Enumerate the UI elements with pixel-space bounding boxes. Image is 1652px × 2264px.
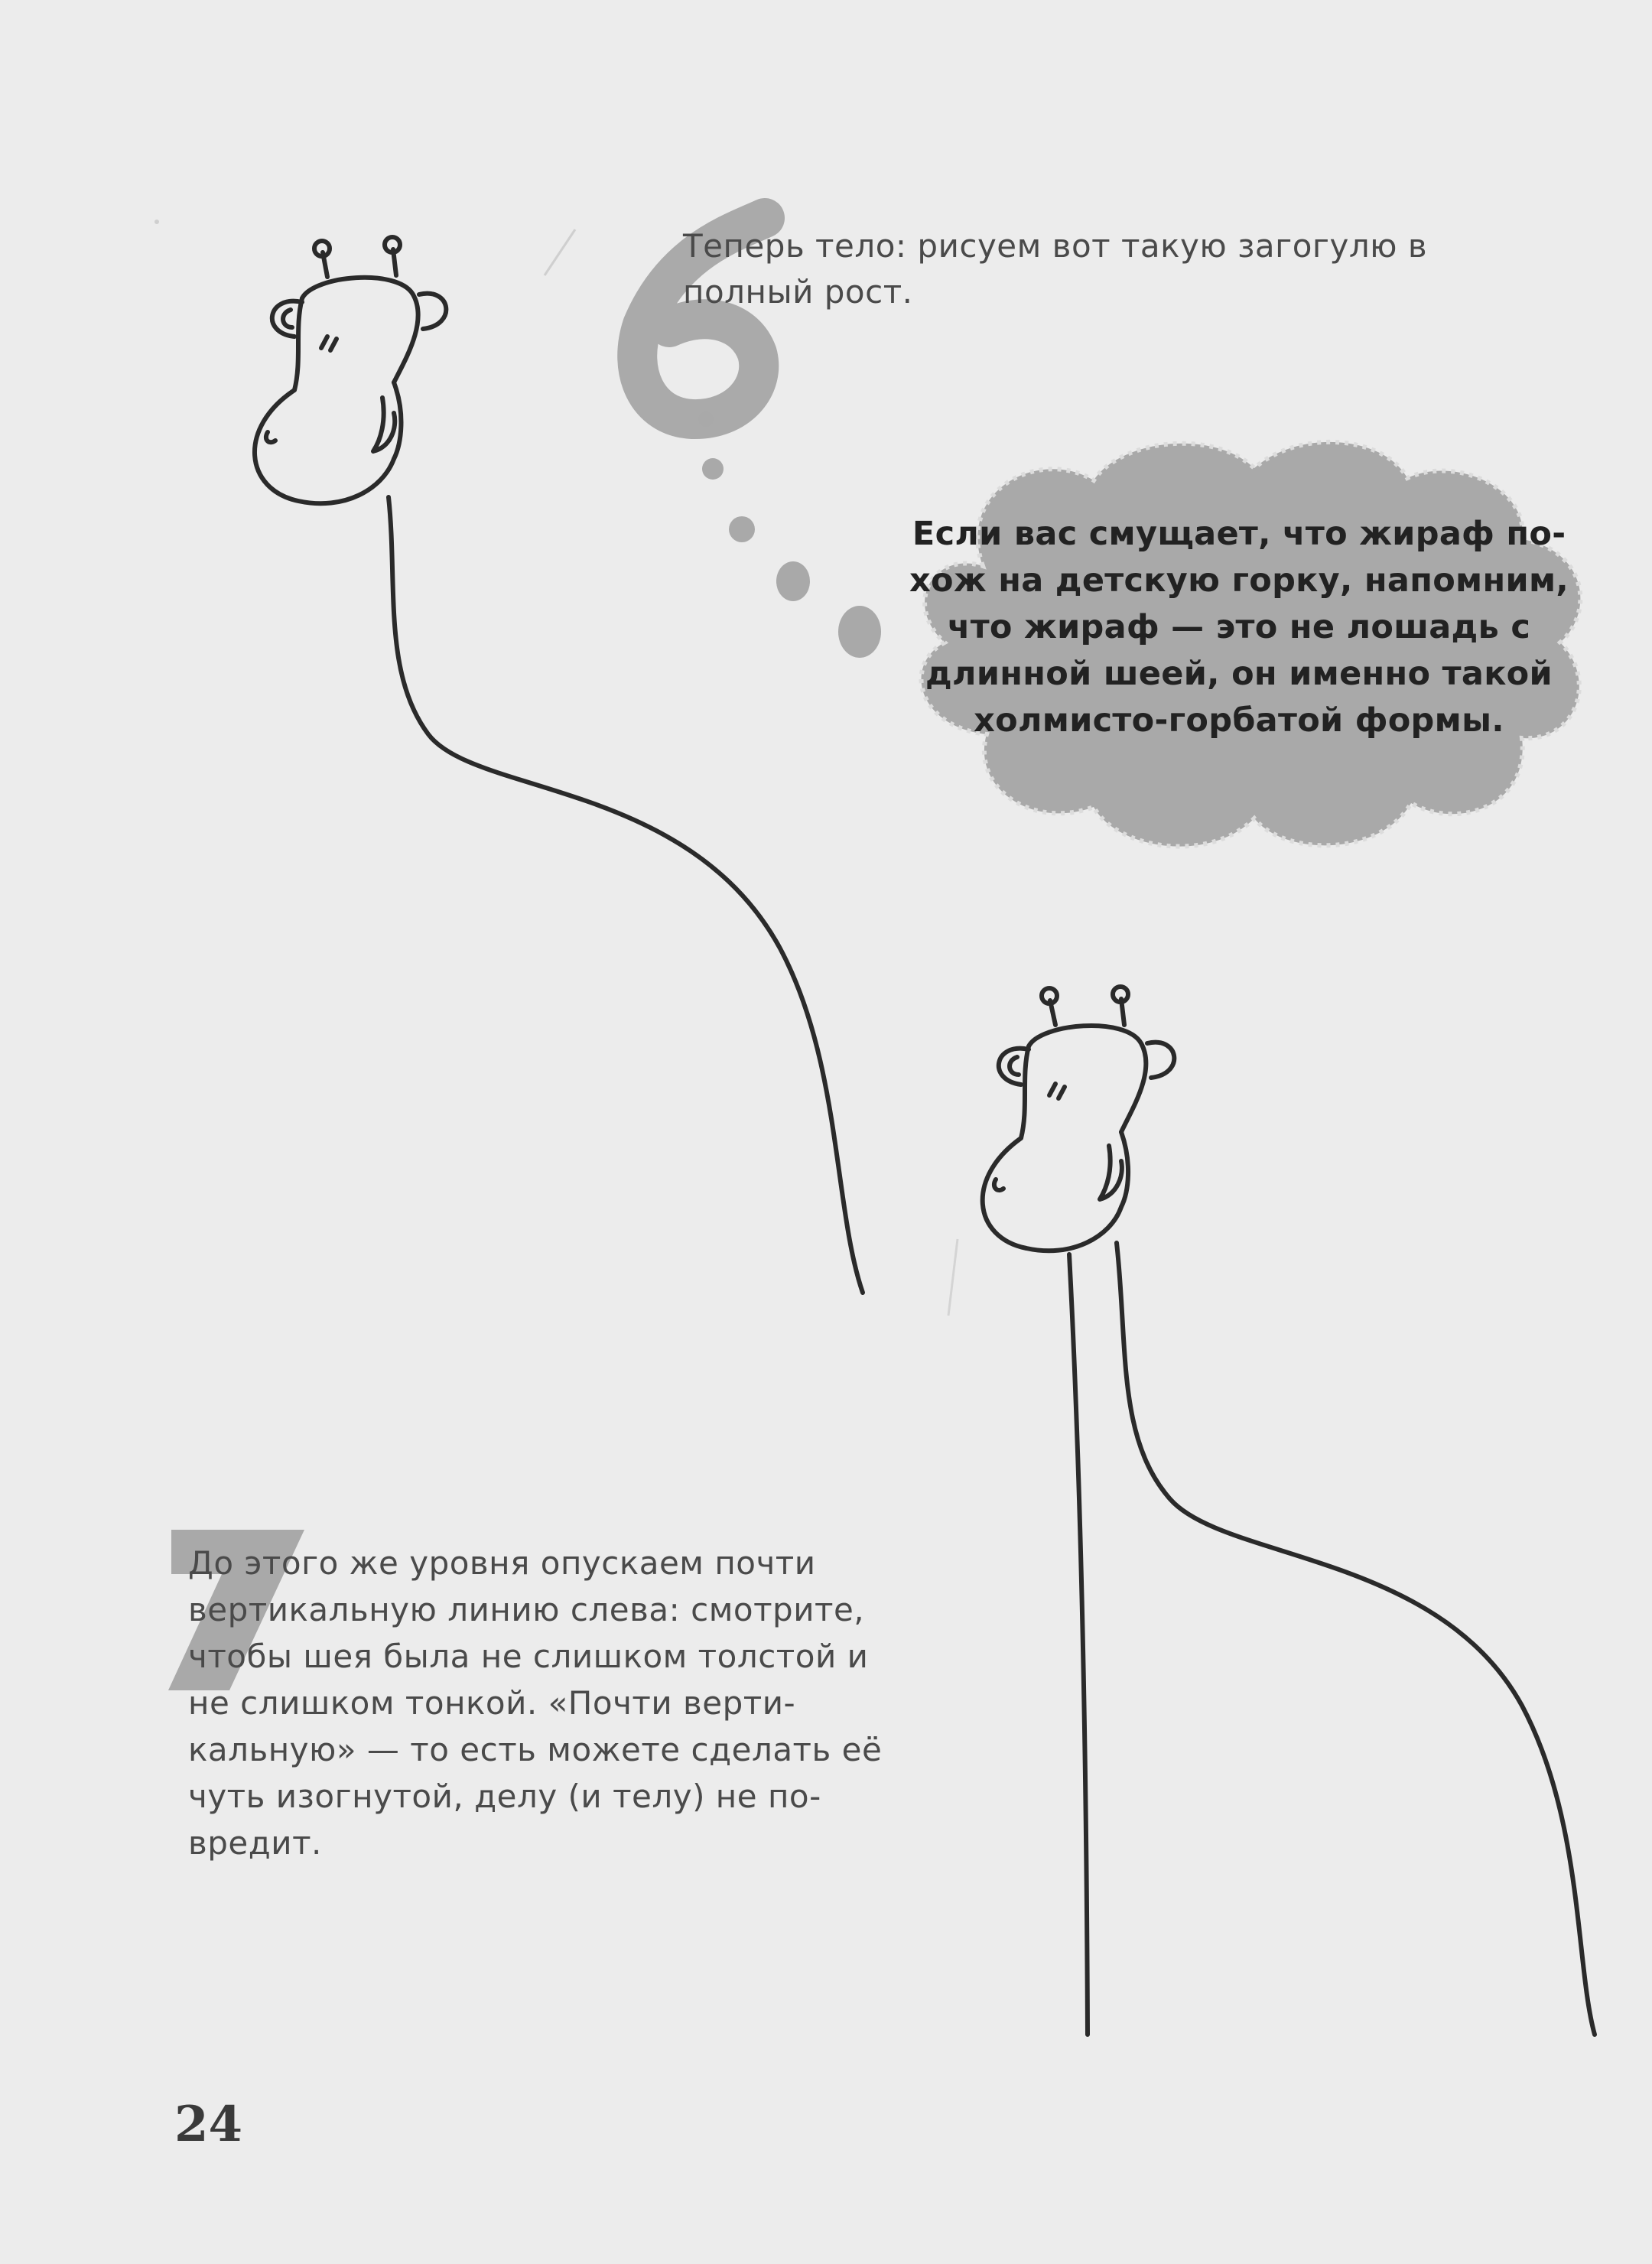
page-number: 24 [174,2096,243,2153]
giraffe-body-curve-top [389,497,863,1293]
step-6-text: Теперь тело: рисуем вот такую загогулю в полный рост. [683,227,1428,311]
giraffe-head-top [255,237,446,503]
giraffe-head-bottom [983,987,1175,1251]
thought-dots [698,411,881,658]
callout-text: Если вас смущает, что жираф похож на детскую горку, напомним, что жираф — это не лошадь с длинной шеей, он именно такой холмисто-горбатой формы. [909,515,1569,740]
giraffe-neck-left-bottom [1069,1254,1088,2035]
step-7-text: До этого же уровня опускаем почти вертикальную линию слева: смотрите, чтобы шея была не слишком толстой и не слишком тонкой. «Почти вертикальную» — то есть можете сделать её чуть изогнутой, делу (и телу) не повредит. [188,1544,883,1862]
giraffe-body-curve-bottom [1117,1243,1595,2035]
